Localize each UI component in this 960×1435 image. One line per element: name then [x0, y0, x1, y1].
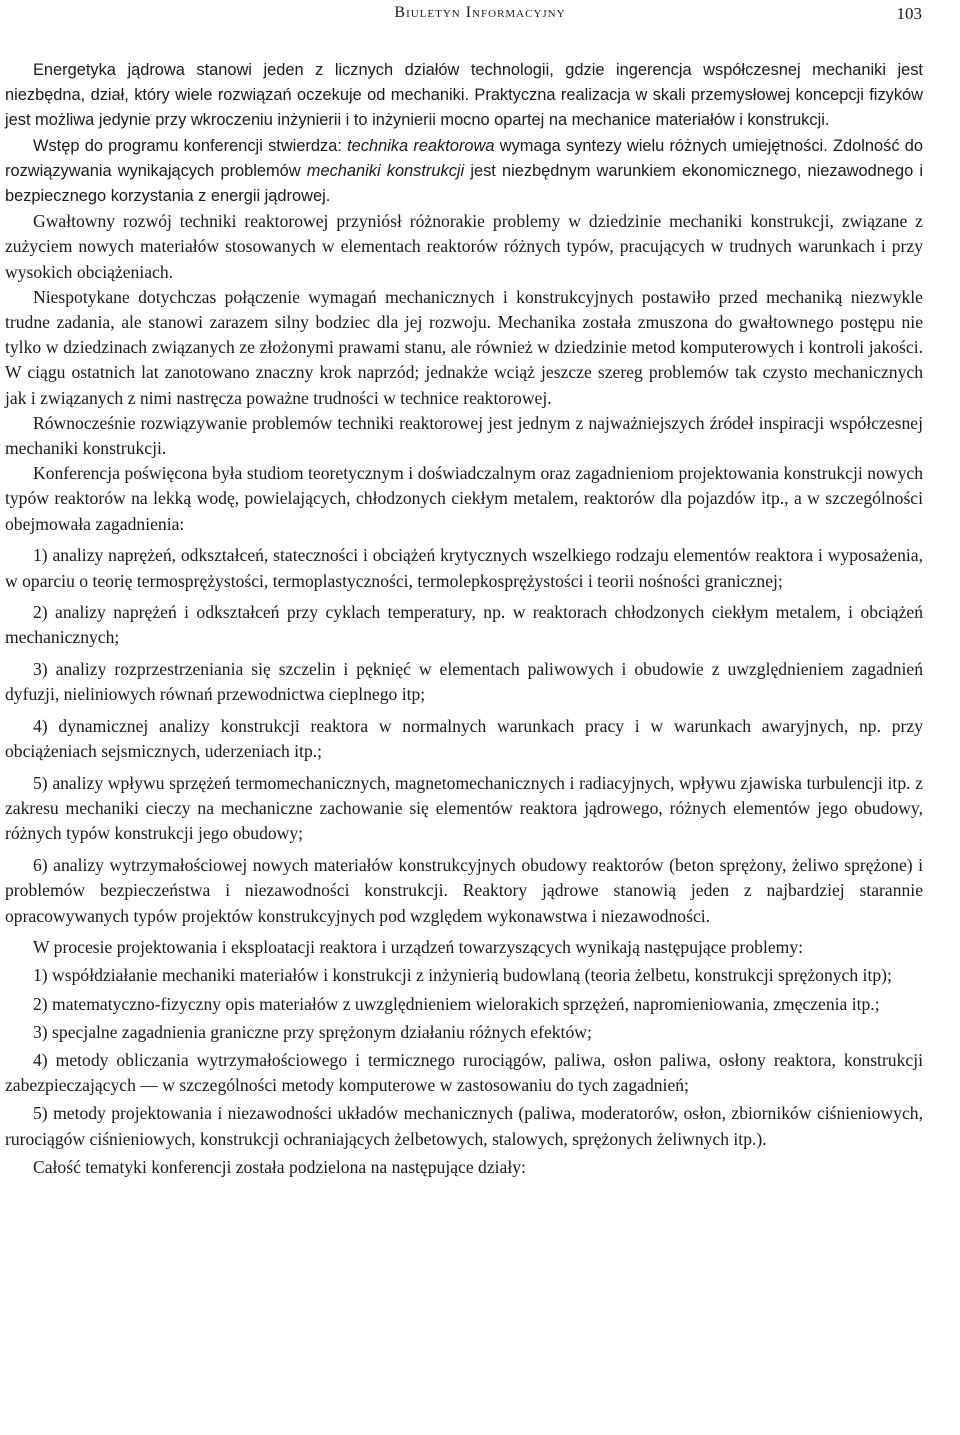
- text-run: Konferencja poświęcona była studiom teoretycznym i doświadczalnym oraz zagadnieniom projektowania konstrukcji nowych typów reaktorów na lekką wodę, powielających, chłodzonych ciekłym metalem, reaktorów dla pojazdów itp., a w szczególności obejmowała zagadnienia:: [5, 463, 923, 534]
- list-item-problem-4: [5, 1048, 923, 1098]
- italic-term: mechaniki konstrukcji: [306, 161, 465, 180]
- journal-title: Biuletyn Informacyjny: [394, 4, 566, 21]
- text-run: 5) analizy wpływu sprzężeń termomechanicznych, magnetomechanicznych i radiacyjnych, wpływu zjawiska turbulencji itp. z zakresu mechaniki cieczy na mechaniczne zachowanie się elementów reaktora jądrowego, różnych elementów jego obudowy, różnych typów konstrukcji jego obudowy;: [5, 772, 923, 844]
- paragraph-problems-intro: [5, 935, 923, 960]
- text-run: 2) analizy naprężeń i odkształceń przy cyklach temperatury, np. w reaktorach chłodzonych ciekłym metalem, i obciążeń mechanicznych;: [5, 602, 923, 648]
- text-run: 1) współdziałanie mechaniki materiałów i konstrukcji z inżynierią budowlaną (teoria żelbetu, konstrukcji sprężonych itp);: [33, 965, 892, 986]
- text-run: Równocześnie rozwiązywanie problemów techniki reaktorowej jest jednym z najważniejszych źródeł inspiracji współczesnej mechaniki konstrukcji.: [5, 412, 923, 459]
- paragraph-conference-scope: [5, 461, 923, 537]
- text-run: 2) matematyczno-fizyczny opis materiałów z uwzględnieniem wielorakich sprzężeń, napromieniowania, zmęczenia itp.;: [33, 993, 880, 1014]
- text-run: 6) analizy wytrzymałościowej nowych materiałów konstrukcyjnych obudowy reaktorów (beton sprężony, żeliwo sprężone) i problemów bezpieczeństwa i niezawodności konstrukcji. Reaktory jądrowe stanowią jeden z najbardziej starannie opracowywanych typów projektów konstrukcyjnych pod względem wykonawstwa i niezawodności.: [5, 855, 923, 926]
- list-item-problem-2: [5, 992, 923, 1017]
- text-run: jest niezbędnym warunkiem ekonomicznego, niezawodnego i bezpiecznego korzystania z energii jądrowej.: [5, 161, 923, 206]
- list-item-topic-5: [5, 771, 923, 847]
- text-run: 4) metody obliczania wytrzymałościowego i termicznego rurociągów, paliwa, osłon paliwa, osłony reaktora, konstrukcji zabezpieczających — w szczególności metody komputerowe w zastosowaniu do tych zagadnień;: [5, 1050, 923, 1096]
- running-header: [0, 4, 960, 28]
- list-item-problem-5: [5, 1101, 923, 1151]
- list-item-topic-6: [5, 853, 923, 929]
- list-item-problem-3: [5, 1020, 923, 1045]
- italic-term: technika reaktorowa: [347, 136, 495, 155]
- text-run: Wstęp do programu konferencji stwierdza:: [33, 136, 348, 155]
- list-item-topic-1: [5, 543, 923, 593]
- text-run: 5) metody projektowania i niezawodności układów mechanicznych (paliwa, moderatorów, osłon, zbiorników ciśnieniowych, rurociągów ciśnieniowych, konstrukcji ochraniających żelbetowych, stalowych, sprężonych żeliwnych itp.).: [5, 1103, 923, 1149]
- text-run: 1) analizy naprężeń, odkształceń, stateczności i obciążeń krytycznych wszelkiego rodzaju elementów reaktora i wyposażenia, w oparciu o teorię termosprężystości, termoplastyczności, termolepkosprężystości i teorii nośności granicznej;: [5, 545, 923, 591]
- text-run: Całość tematyki konferencji została podzielona na następujące działy:: [33, 1156, 526, 1177]
- text-run: Gwałtowny rozwój techniki reaktorowej przyniósł różnorakie problemy w dziedzinie mechaniki konstrukcji, związane z zużyciem nowych materiałów stosowanych w elementach reaktorów różnych typów, pracujących w trudnych warunkach i przy wysokich obciążeniach.: [5, 211, 923, 282]
- text-run: Niespotykane dotychczas połączenie wymagań mechanicznych i konstrukcyjnych postawiło przed mechaniką niezwykle trudne zadania, ale stanowi zarazem silny bodziec dla jej rozwoju. Mechanika została zmuszona do gwałtownego postępu nie tylko w dziedzinach związanych ze złożonymi prawami stanu, ale również w dziedzinie metod komputerowych i kontroli jakości. W ciągu ostatnich lat zanotowano znaczny krok naprzód; jednakże wciąż jeszcze szereg problemów tak czysto mechanicznych jak i związanych z nimi nastręcza poważne trudności w technice reaktorowej.: [5, 286, 923, 408]
- text-run: 4) dynamicznej analizy konstrukcji reaktora w normalnych warunkach pracy i w warunkach awaryjnych, np. przy obciążeniach sejsmicznych, uderzeniach itp.;: [5, 716, 923, 762]
- paragraph-unprecedented: [5, 285, 923, 411]
- text-run: 3) analizy rozprzestrzeniania się szczelin i pęknięć w elementach paliwowych i obudowie z uwzględnieniem zagadnień dyfuzji, nieliniowych równań przewodnictwa cieplnego itp;: [5, 659, 923, 705]
- paragraph-rapid-development: [5, 209, 923, 285]
- paragraph-sections-intro: [5, 1155, 923, 1180]
- list-item-topic-3: [5, 657, 923, 707]
- article-body: [5, 58, 923, 1180]
- paragraph-inspiration: [5, 411, 923, 461]
- text-run: 3) specjalne zagadnienia graniczne przy sprężonym działaniu różnych efektów;: [33, 1021, 592, 1042]
- list-item-topic-2: [5, 600, 923, 650]
- text-run: Energetyka jądrowa stanowi jeden z licznych działów technologii, gdzie ingerencja współczesnej mechaniki jest niezbędna, dział, który wiele rozwiązań oczekuje od mechaniki. Praktyczna realizacja w skali przemysłowej koncepcji fizyków jest możliwa jedynie przy wkroczeniu inżynierii i to inżynierii mocno opartej na mechanice materiałów i konstrukcji.: [5, 61, 923, 130]
- list-item-problem-1: [5, 963, 923, 988]
- page-number: 103: [896, 4, 922, 23]
- list-item-topic-4: [5, 714, 923, 764]
- paragraph-intro: [5, 58, 923, 134]
- text-run: W procesie projektowania i eksploatacji reaktora i urządzeń towarzyszących wynikają następujące problemy:: [33, 937, 804, 958]
- text-run: wymaga syntezy wielu różnych umiejętności. Zdolność do rozwiązywania wynikających problemów: [5, 136, 923, 180]
- paragraph-conference-intro: [5, 134, 923, 210]
